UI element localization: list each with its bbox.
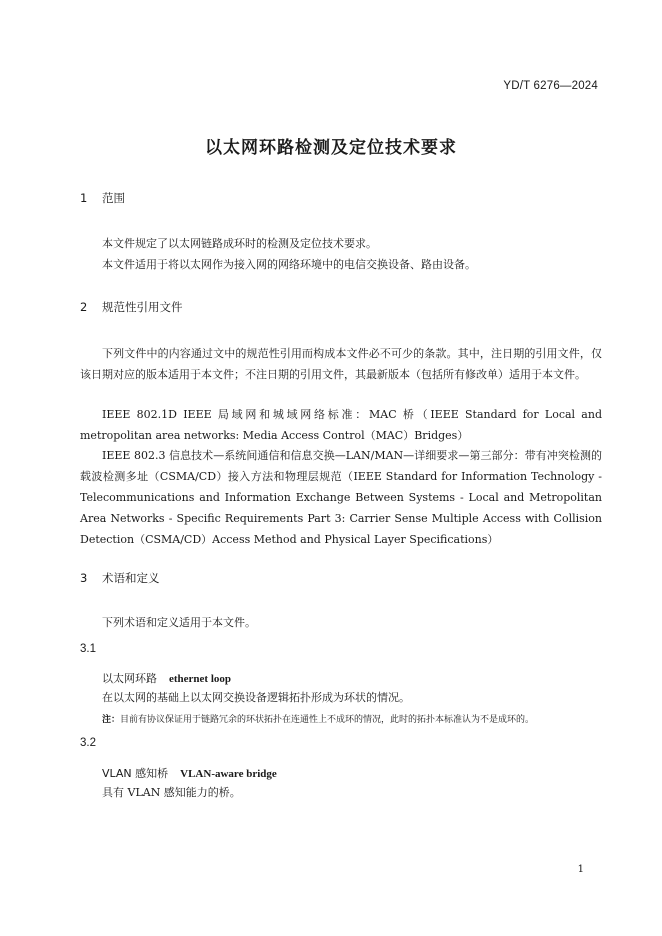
section-2-paragraph-1: 下列文件中的内容通过文中的规范性引用而构成本文件必不可少的条款。其中，注日期的引用文件，仅该日期对应的版本适用于本文件；不注日期的引用文件，其最新版本（包括所有修改单）适用于本文件。: [80, 347, 602, 381]
term-3-2-heading: [102, 765, 277, 781]
section-2-number: 2: [80, 300, 88, 314]
term-3-1-heading: [102, 670, 231, 686]
section-1-heading: [80, 190, 125, 206]
term-3-1-note-text: 目前有协议保证用于链路冗余的环状拓扑在连通性上不成环的情况，此时的拓扑本标准认为不是成环的。: [120, 715, 535, 725]
section-1-paragraph-2: 本文件适用于将以太网作为接入网的网络环境中的电信交换设备、路由设备。: [102, 258, 476, 271]
section-1-paragraph-1: 本文件规定了以太网链路成环时的检测及定位技术要求。: [102, 237, 377, 250]
section-1-number: 1: [80, 191, 88, 205]
section-3-intro: 下列术语和定义适用于本文件。: [102, 616, 256, 629]
term-3-2-chinese: VLAN 感知桥: [102, 767, 169, 780]
section-1-title: 范围: [102, 191, 125, 205]
term-3-2-english: VLAN-aware bridge: [180, 768, 277, 780]
term-3-1-number: 3.1: [80, 643, 96, 655]
term-3-1-note: [102, 712, 602, 725]
section-3-number: 3: [80, 571, 88, 585]
section-2-reference-ieee-802-3: IEEE 802.3 信息技术—系统间通信和信息交换—LAN/MAN—详细要求—第三部分：带有冲突检测的载波检测多址（CSMA/CD）接入方法和物理层规范（IEEE Standard for Information Technology - Telecommunications and Information Exchange Between Systems - Local and Metropolitan Area Networks - Specific Requirements Part 3: Carrier Sense Multiple Access with Collision Detection（CSMA/CD）Access Method and Physical Layer Specifications）: [80, 449, 602, 546]
section-2-heading: [80, 299, 183, 315]
document-title: 以太网环路检测及定位技术要求: [205, 138, 457, 158]
term-3-1-english: ethernet loop: [169, 673, 232, 685]
section-2-title: 规范性引用文件: [102, 300, 183, 314]
section-3-title: 术语和定义: [102, 571, 160, 585]
term-3-2-definition: 具有 VLAN 感知能力的桥。: [102, 786, 241, 799]
term-3-2-number: 3.2: [80, 737, 96, 749]
term-3-1-note-label: 注：: [102, 715, 121, 725]
section-2-reference-ieee-802-1d: IEEE 802.1D IEEE 局域网和城域网络标准：MAC 桥（IEEE Standard for Local and metropolitan area networks: Media Access Control（MAC）Bridges）: [80, 408, 602, 442]
standard-number: YD/T 6276—2024: [503, 80, 598, 92]
term-3-1-chinese: 以太网环路: [102, 672, 157, 685]
term-3-1-definition: 在以太网的基础上以太网交换设备逻辑拓扑形成为环状的情况。: [102, 691, 410, 704]
section-3-heading: [80, 570, 160, 586]
page-number: 1: [577, 864, 584, 875]
